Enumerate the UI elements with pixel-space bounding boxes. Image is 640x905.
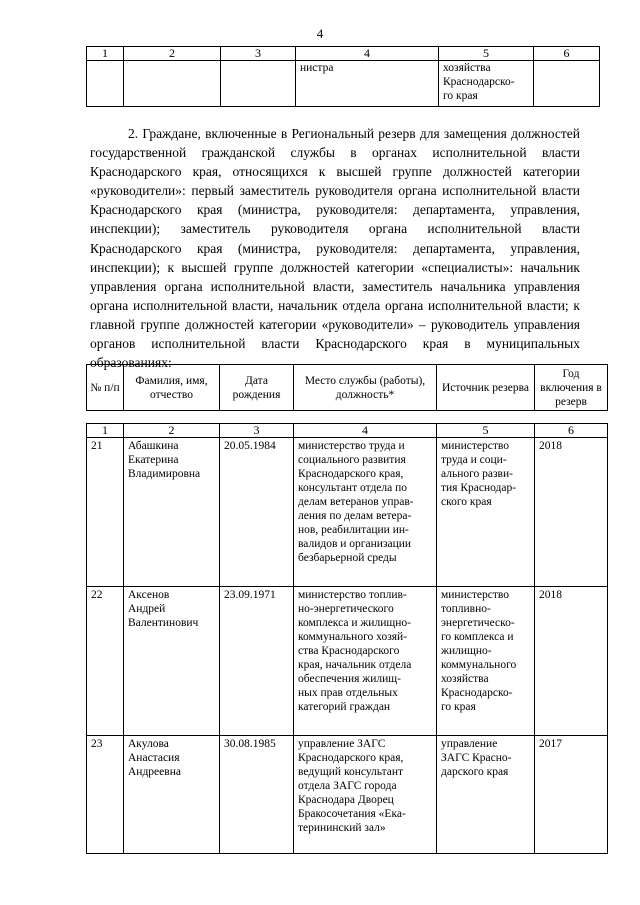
place-of-service [294, 438, 437, 587]
cell-line: Андрей [128, 603, 166, 615]
column-header-source: Источник резерва [437, 365, 535, 411]
cell-line: го края [441, 701, 476, 713]
cell-line: министерство топлив- [298, 589, 407, 601]
cell-line: министерство труда и [298, 440, 405, 452]
year-included: 2018 [535, 438, 608, 587]
cell [87, 61, 124, 107]
birth-date: 30.08.1985 [220, 736, 294, 854]
reserve-table [86, 423, 608, 854]
table-row [87, 587, 608, 736]
cell-line: консультант отдела по [298, 482, 408, 494]
cell-line: но-энергетического [298, 603, 394, 615]
full-name [124, 587, 220, 736]
cell-line: ЗАГС Красно- [441, 752, 512, 764]
cell-line: валидов и организации [298, 538, 412, 550]
cell [221, 61, 296, 107]
cell-line: хозяйства [441, 673, 489, 685]
place-of-service [294, 736, 437, 854]
place-of-service [294, 587, 437, 736]
col-number: 1 [87, 47, 124, 61]
col-number: 6 [535, 424, 608, 438]
cell-line: нов, реабилитации ин- [298, 524, 409, 536]
cell-line: го края [443, 90, 478, 102]
cell-line: ства Краснодарского [298, 645, 400, 657]
column-header-num: № п/п [87, 365, 124, 411]
column-header-name: Фамилия, имя, отчество [124, 365, 220, 411]
cell-line: го комплекса и [441, 631, 514, 643]
row-number: 21 [87, 438, 124, 587]
cell-line: категорий граждан [298, 701, 391, 713]
cell [439, 61, 534, 107]
cell-line: топливно- [441, 603, 491, 615]
cell-line: ных прав отдельных [298, 687, 398, 699]
col-number: 3 [221, 47, 296, 61]
reserve-source [437, 438, 535, 587]
cell-line: энергетическо- [441, 617, 515, 629]
cell-line: Аксенов [128, 589, 170, 601]
top-continuation-table [86, 46, 600, 107]
cell-line: Акулова [128, 738, 169, 750]
birth-date: 20.05.1984 [220, 438, 294, 587]
full-name [124, 438, 220, 587]
reserve-source [437, 736, 535, 854]
cell-line: Анастасия [128, 752, 180, 764]
col-number: 4 [296, 47, 439, 61]
cell-line: жилищно- [441, 645, 492, 657]
reserve-source [437, 587, 535, 736]
cell-line: комплекса и жилищно- [298, 617, 411, 629]
cell-line: Абашкина [128, 440, 179, 452]
cell-line: дарского края [441, 766, 509, 778]
row-number: 23 [87, 736, 124, 854]
cell-line: ального разви- [441, 468, 513, 480]
cell-line: Краснодарско- [441, 687, 513, 699]
cell-line: управление ЗАГС [298, 738, 386, 750]
col-number: 1 [87, 424, 124, 438]
col-number: 4 [294, 424, 437, 438]
cell-line: Екатерина [128, 454, 179, 466]
col-number: 3 [220, 424, 294, 438]
cell-line: Андреевна [128, 766, 181, 778]
cell-line: коммунального хозяй- [298, 631, 408, 643]
year-included: 2017 [535, 736, 608, 854]
column-header-place: Место службы (работы), должность* [294, 365, 437, 411]
cell-line: нистра [300, 62, 334, 74]
table-row [87, 438, 608, 587]
column-header-table [86, 364, 608, 411]
cell-line: Краснодара Дворец [298, 794, 394, 806]
section-paragraph: 2. Граждане, включенные в Региональный резерв для замещения должностей государственной гражданской службы в органах исполнительной власти Краснодарского края, относящихся к высшей группе должностей категории «руководители»: первый заместитель руководителя органа исполнительной власти Краснодарского края (министра, руководителя: департамента, управления, инспекции); заместитель руководителя органа исполнительной власти Краснодарского края (министра, руководителя: департамента, управления, инспекции); к высшей группе должностей категории «специалисты»: начальник управления органа исполнительной власти, заместитель начальника управления органа исполнительной власти, начальник отдела органа исполнительной власти; к главной группе должностей категории «руководители» – руководитель управления органов исполнительной власти Краснодарского края в муниципальных образованиях: [90, 126, 580, 371]
cell [534, 61, 600, 107]
cell-line: делам ветеранов управ- [298, 496, 414, 508]
cell-line: Краснодарского края, [298, 752, 404, 764]
column-header-year: Год включения в резерв [535, 365, 608, 411]
full-name [124, 736, 220, 854]
table-row [87, 736, 608, 854]
cell-line: Краснодарско- [443, 76, 515, 88]
col-number: 2 [124, 424, 220, 438]
cell-line: хозяйства [443, 62, 491, 74]
cell-line: социального развития [298, 454, 406, 466]
cell-line: министерство [441, 440, 509, 452]
cell-line: труда и соци- [441, 454, 507, 466]
birth-date: 23.09.1971 [220, 587, 294, 736]
cell-line: безбарьерной среды [298, 552, 397, 564]
cell-line: терининский зал» [298, 822, 386, 834]
col-number: 6 [534, 47, 600, 61]
cell-line: ления по делам ветера- [298, 510, 412, 522]
cell-line: тия Краснодар- [441, 482, 517, 494]
cell-line: края, начальник отдела [298, 659, 412, 671]
col-number: 2 [124, 47, 221, 61]
cell-line: Валентинович [128, 617, 199, 629]
cell-line: ского края [441, 496, 492, 508]
cell-line: министерство [441, 589, 509, 601]
cell-line: Краснодарского края, [298, 468, 404, 480]
cell-line: отдела ЗАГС города [298, 780, 397, 792]
col-number: 5 [439, 47, 534, 61]
cell [296, 61, 439, 107]
year-included: 2018 [535, 587, 608, 736]
cell-line: Бракосочетания «Ека- [298, 808, 406, 820]
page-number: 4 [316, 26, 324, 41]
cell-line: коммунального [441, 659, 517, 671]
col-number: 5 [437, 424, 535, 438]
row-number: 22 [87, 587, 124, 736]
cell-line: управление [441, 738, 498, 750]
cell-line: обеспечения жилищ- [298, 673, 401, 685]
column-header-birth: Дата рождения [220, 365, 294, 411]
cell [124, 61, 221, 107]
cell-line: Владимировна [128, 468, 201, 480]
cell-line: ведущий консультант [298, 766, 404, 778]
